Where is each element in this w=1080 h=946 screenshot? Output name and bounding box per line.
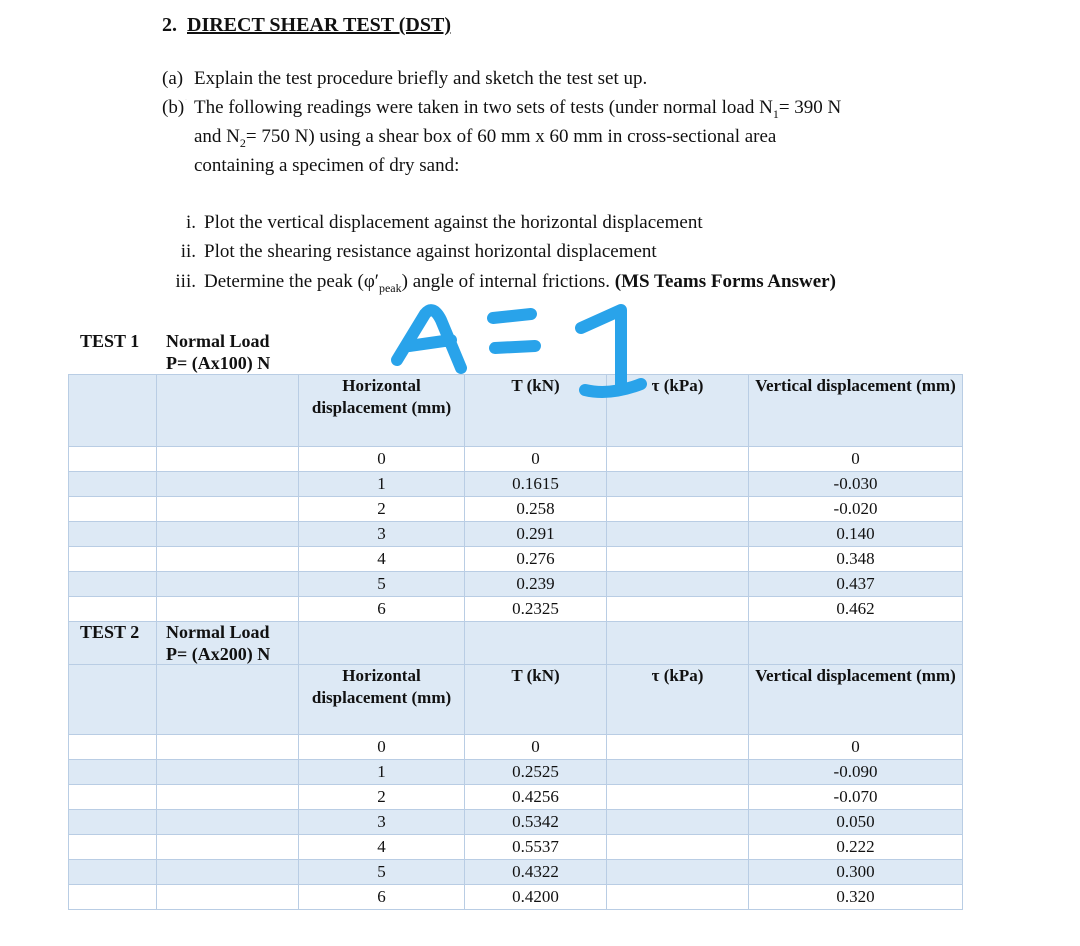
annotation-equals-top — [493, 314, 531, 318]
part-b-tag: (b) — [162, 97, 185, 118]
table-row: 2 0.4256 -0.070 — [69, 785, 963, 810]
col-tau: τ (kPa) — [607, 665, 749, 735]
table-row: 5 0.4322 0.300 — [69, 860, 963, 885]
table-row: 3 0.5342 0.050 — [69, 810, 963, 835]
col-horizontal-displacement: Horizontal displacement (mm) — [299, 375, 465, 447]
table-row: 6 0.4200 0.320 — [69, 885, 963, 910]
question-number: 2. — [162, 14, 177, 36]
col-t: T (kN) — [465, 375, 607, 447]
table-row: 0 0 0 — [69, 447, 963, 472]
question-heading — [162, 14, 451, 37]
table-row: 4 0.5537 0.222 — [69, 835, 963, 860]
part-a-text: Explain the test procedure briefly and sketch the test set up. — [194, 68, 648, 89]
col-vertical-displacement: Vertical displacement (mm) — [749, 375, 963, 447]
annotation-a-shape — [397, 310, 461, 368]
part-b-line2: and $N_2= 750$ N) using a shear box of 60 mm x 60 mm in cross-sectional area — [194, 126, 777, 150]
table-row: 2 0.258 -0.020 — [69, 497, 963, 522]
test1-label: TEST 1 — [80, 331, 140, 351]
col-tau: τ (kPa) — [607, 375, 749, 447]
annotation-text: A=1 — [185, 100, 187, 101]
col-vertical-displacement: Vertical displacement (mm) — [749, 665, 963, 735]
test2-label: TEST 2 — [80, 622, 140, 642]
table-row: 3 0.291 0.140 — [69, 522, 963, 547]
test2-header-row — [69, 665, 963, 735]
part-a — [162, 64, 647, 93]
table-row: 5 0.239 0.437 — [69, 572, 963, 597]
table-row: 1 0.1615 -0.030 — [69, 472, 963, 497]
table-row: 0 0 0 — [69, 735, 963, 760]
col-t: T (kN) — [465, 665, 607, 735]
table-row: 4 0.276 0.348 — [69, 547, 963, 572]
task-ii: ii. Plot the shearing resistance against horizontal displacement — [180, 241, 657, 262]
annotation-equals-bottom — [495, 346, 535, 348]
part-b-line1: (b) The following readings were taken in two sets of tests (under normal load $N_1= 390$ N — [162, 93, 841, 129]
question-title: DIRECT SHEAR TEST (DST) — [187, 14, 451, 36]
table-row: 6 0.2325 0.462 — [69, 597, 963, 622]
test1-load: Normal Load P= (Ax100) N — [166, 331, 271, 373]
test2-table — [68, 664, 962, 910]
part-b-line3: containing a specimen of dry sand: — [194, 155, 460, 176]
task-i: i. Plot the vertical displacement against the horizontal displacement — [185, 212, 703, 233]
test1-header-row — [69, 375, 963, 447]
task-iii: iii. Determine the peak $(\varphi'_{peak})$ angle of internal frictions. (MS Teams Forms Answer) — [175, 271, 836, 295]
part-a-tag: (a) — [162, 68, 184, 89]
test2-load: Normal Load P= (Ax200) N — [166, 622, 271, 664]
table-row: 1 0.2525 -0.090 — [69, 760, 963, 785]
col-horizontal-displacement: Horizontal displacement (mm) — [299, 665, 465, 735]
